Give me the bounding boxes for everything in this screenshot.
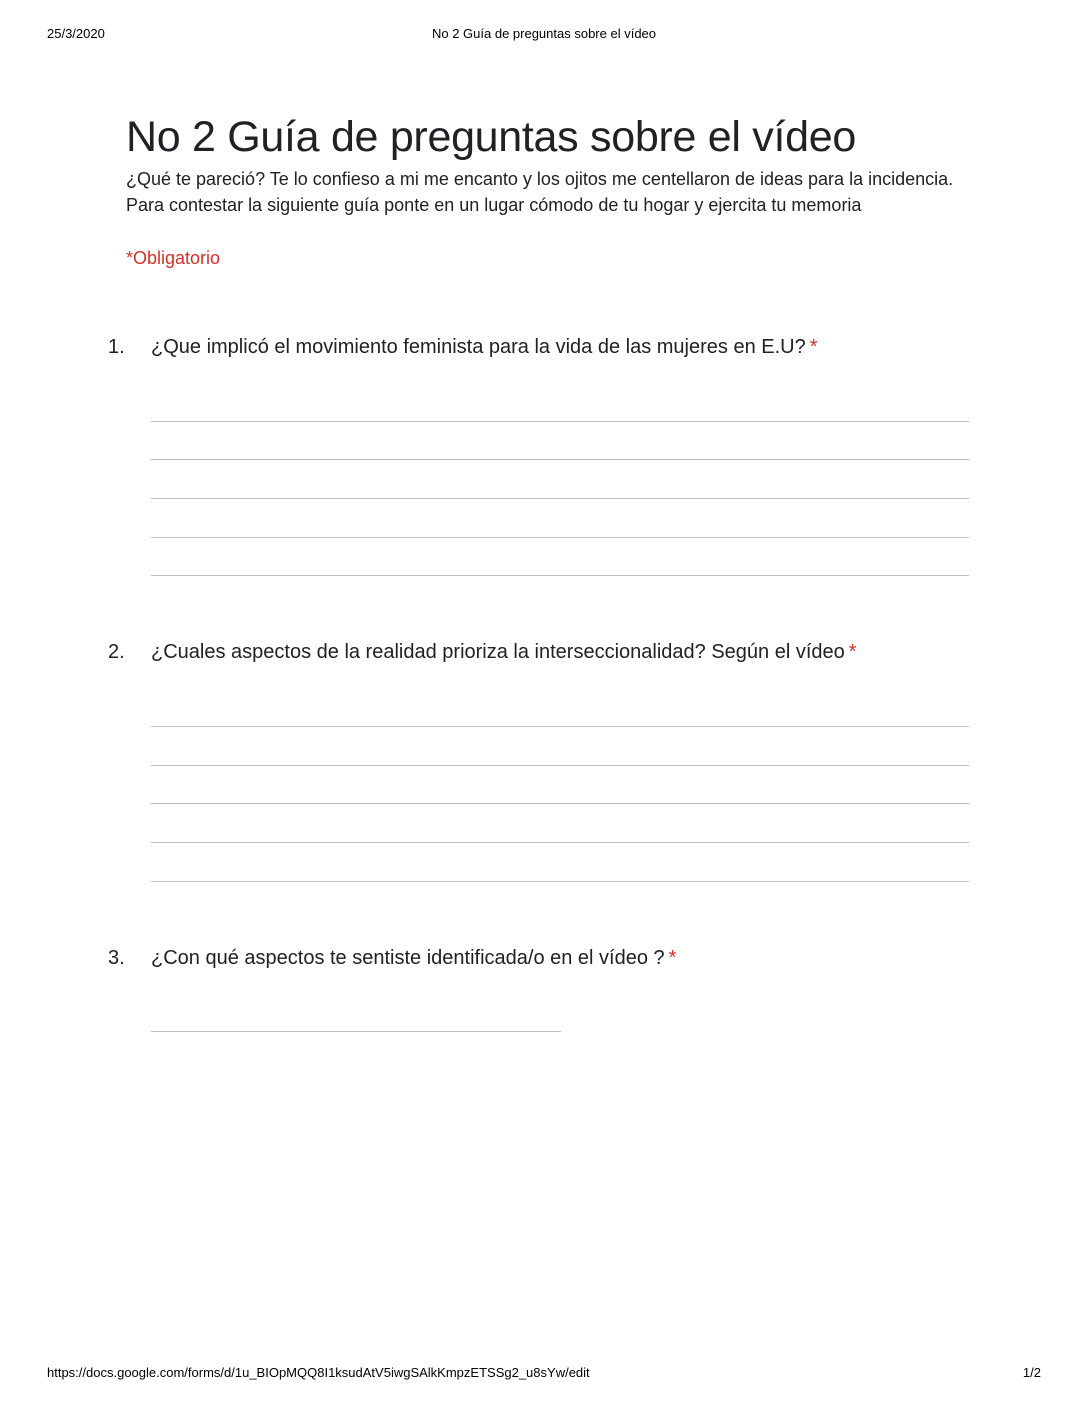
- answer-line[interactable]: [151, 459, 969, 460]
- page-number: 1/2: [1022, 1365, 1041, 1380]
- required-asterisk: *: [848, 641, 857, 663]
- answer-line[interactable]: [151, 575, 969, 576]
- answer-line[interactable]: [151, 881, 969, 882]
- question-label: ¿Con qué aspectos te sentiste identificada/o en el vídeo ?: [151, 947, 665, 969]
- question-1: [108, 333, 970, 583]
- question-3: [108, 944, 970, 1044]
- answer-line[interactable]: [151, 498, 969, 499]
- form-description: ¿Qué te pareció? Te lo confieso a mi me encanto y los ojitos me centellaron de ideas para la incidencia. Para contestar la siguiente guía ponte en un lugar cómodo de tu hogar y ejercita tu memoria: [126, 169, 954, 215]
- print-footer: [47, 1365, 1041, 1383]
- required-asterisk: *: [668, 947, 677, 969]
- print-date: 25/3/2020: [47, 26, 105, 41]
- question-label: ¿Que implicó el movimiento feminista para la vida de las mujeres en E.U?: [151, 336, 806, 358]
- short-answer-line[interactable]: [151, 1031, 561, 1032]
- question-number: 1.: [108, 336, 125, 358]
- question-text: [151, 333, 818, 361]
- question-label: ¿Cuales aspectos de la realidad prioriza la interseccionalidad? Según el vídeo: [151, 641, 845, 663]
- required-asterisk: *: [809, 336, 818, 358]
- answer-line[interactable]: [151, 803, 969, 804]
- answer-line[interactable]: [151, 537, 969, 538]
- question-number: 3.: [108, 947, 125, 969]
- question-text: [151, 944, 676, 972]
- answer-line[interactable]: [151, 842, 969, 843]
- print-header: [47, 26, 1041, 44]
- answer-line[interactable]: [151, 421, 969, 422]
- answer-line[interactable]: [151, 765, 969, 766]
- question-number: 2.: [108, 641, 125, 663]
- print-url: https://docs.google.com/forms/d/1u_BIOpMQQ8I1ksudAtV5iwgSAlkKmpzETSSg2_u8sYw/edit: [47, 1365, 590, 1380]
- print-document-title: No 2 Guía de preguntas sobre el vídeo: [431, 26, 657, 41]
- question-text: [151, 638, 857, 666]
- answer-line[interactable]: [151, 726, 969, 727]
- required-note: *Obligatorio: [126, 248, 221, 268]
- question-2: [108, 638, 970, 888]
- form-title: No 2 Guía de preguntas sobre el vídeo: [126, 113, 856, 161]
